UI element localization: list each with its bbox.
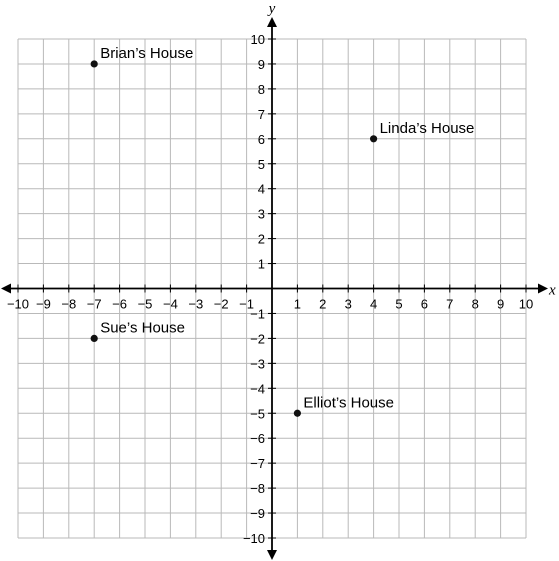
data-point-marker	[91, 335, 98, 342]
data-point-label: Linda’s House	[379, 119, 475, 137]
y-axis-label: y	[268, 1, 276, 17]
data-point-marker	[294, 410, 301, 417]
data-point-marker	[91, 60, 98, 67]
x-tick-label: 10	[518, 296, 534, 312]
data-point-label: Elliot’s House	[303, 394, 395, 412]
x-axis-left-arrow	[1, 284, 11, 294]
x-tick-label: 7	[446, 296, 454, 312]
x-tick-label: 6	[420, 296, 429, 312]
y-tick-label: 2	[257, 231, 265, 247]
x-axis-right-arrow	[538, 284, 548, 294]
y-tick-label: −4	[250, 381, 265, 397]
x-tick-label: 9	[496, 296, 505, 312]
x-tick-label: −1	[239, 296, 255, 312]
y-tick-label: 10	[250, 32, 265, 47]
x-tick-label: −6	[112, 296, 128, 312]
x-tick-label: −4	[162, 296, 178, 312]
x-axis-label: x	[549, 282, 556, 299]
x-tick-label: 1	[293, 296, 302, 312]
x-tick-label: 8	[471, 296, 479, 312]
y-tick-label: −8	[250, 481, 265, 497]
data-point-label: Brian’s House	[100, 44, 194, 62]
y-tick-label: 7	[257, 106, 265, 122]
x-tick-label: 4	[369, 296, 378, 312]
y-tick-label: 1	[257, 256, 265, 272]
y-tick-label: −10	[242, 531, 265, 546]
y-tick-label: −3	[250, 356, 265, 372]
x-tick-label: −8	[61, 296, 77, 312]
y-tick-label: −7	[250, 456, 265, 472]
x-tick-label: −3	[188, 296, 204, 312]
x-tick-label: −9	[35, 296, 51, 312]
y-tick-label: −5	[250, 406, 265, 422]
y-axis-bottom-arrow	[267, 550, 277, 560]
x-tick-label: 5	[395, 296, 403, 312]
y-tick-label: 9	[257, 56, 265, 72]
data-point-marker	[370, 135, 377, 142]
y-axis-top-arrow	[267, 17, 277, 27]
x-tick-label: −10	[6, 296, 30, 312]
x-tick-label: −7	[86, 296, 102, 312]
data-point-label: Sue’s House	[100, 319, 185, 337]
axes	[1, 1, 556, 560]
y-tick-label: −9	[250, 506, 265, 522]
y-tick-label: 6	[257, 131, 265, 147]
y-tick-label: 3	[257, 206, 265, 222]
x-tick-label: 3	[344, 296, 352, 312]
y-tick-label: −1	[250, 306, 265, 322]
data-points	[91, 45, 475, 417]
x-tick-label: −2	[213, 296, 229, 312]
x-tick-label: −5	[137, 296, 153, 312]
y-tick-label: −6	[250, 431, 265, 447]
y-tick-label: 5	[257, 156, 265, 172]
y-tick-label: 4	[257, 181, 265, 197]
y-tick-label: −2	[250, 331, 265, 347]
x-tick-label: 2	[319, 296, 327, 312]
y-tick-label: 8	[257, 81, 265, 97]
